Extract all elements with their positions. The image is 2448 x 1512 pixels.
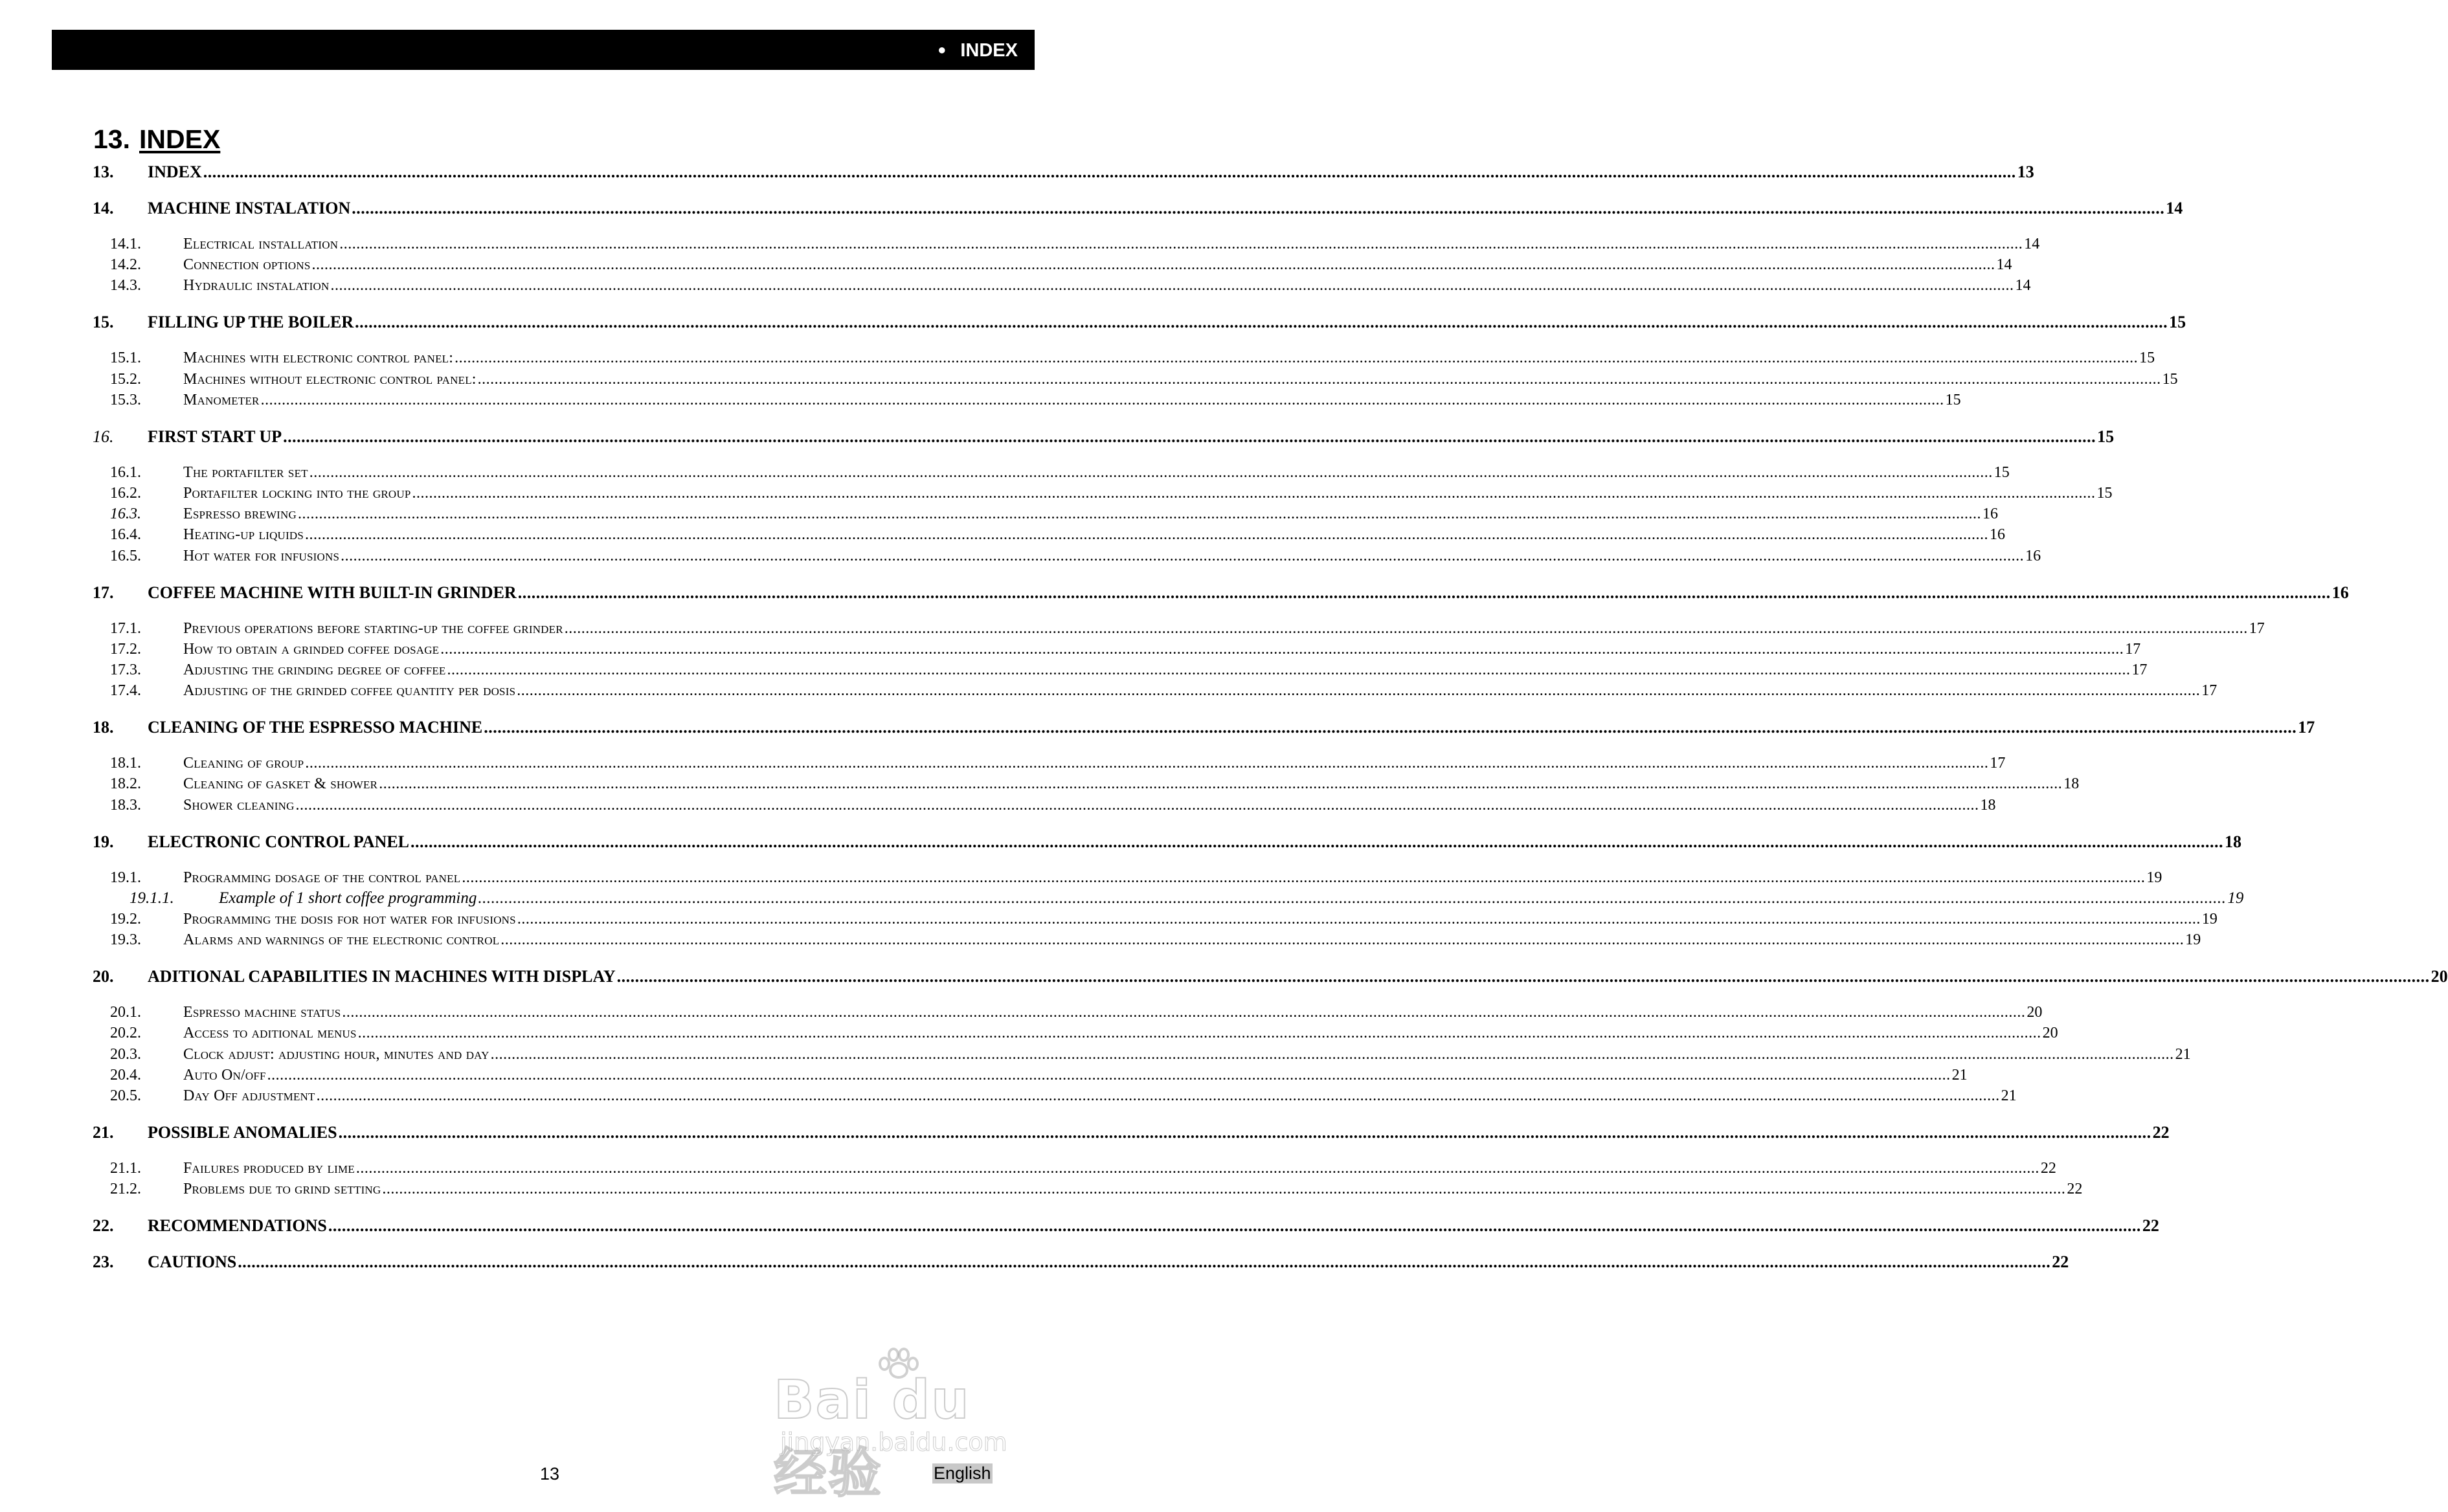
toc-entry-page: 21	[2175, 1046, 2191, 1063]
toc-leader-dots: ................................................................................................................................................................................................................................................................................................................................................................................................................	[352, 199, 2165, 217]
toc-entry-title: Portafilter locking into the group	[183, 485, 411, 502]
toc-entry-page: 15	[2162, 371, 2178, 388]
toc-entry-number: 19.1.1.	[129, 889, 174, 907]
toc-leader-dots: ................................................................................................................................................................................................................................................................................................................................................................................................................	[412, 485, 2096, 502]
toc-leader-dots: ................................................................................................................................................................................................................................................................................................................................................................................................................	[283, 427, 2096, 446]
toc-leader-dots: ................................................................................................................................................................................................................................................................................................................................................................................................................	[309, 464, 1993, 481]
toc-entry-title: Machines with electronic control panel:	[183, 350, 454, 366]
toc-entry-title: Example of 1 short coffee programming	[219, 889, 477, 907]
toc-entry-page: 14	[1996, 256, 2012, 273]
toc-leader-dots: ................................................................................................................................................................................................................................................................................................................................................................................................................	[564, 620, 2248, 637]
toc-entry-page: 17	[2298, 718, 2315, 737]
toc-entry-number: 14.	[93, 199, 114, 217]
toc-entry-title: The portafilter set	[183, 464, 308, 481]
toc-entry[interactable]	[0, 346, 2155, 370]
toc-entry-title: Cleaning of group	[183, 755, 304, 772]
toc-entry[interactable]	[0, 311, 2186, 334]
toc-leader-dots: ................................................................................................................................................................................................................................................................................................................................................................................................................	[355, 1160, 2039, 1177]
toc-entry-number: 18.	[93, 718, 114, 737]
toc-entry-title: Adjusting of the grinded coffee quantity per dosis	[183, 682, 516, 699]
toc-entry[interactable]	[0, 1063, 1968, 1087]
toc-entry-page: 16	[1982, 506, 1999, 522]
toc-leader-dots: ................................................................................................................................................................................................................................................................................................................................................................................................................	[447, 662, 2131, 678]
toc-entry-page: 17	[2125, 641, 2141, 658]
heading-number: 13.	[93, 124, 130, 154]
toc-entry-title: Programming the dosis for hot water for infusions	[183, 911, 516, 928]
toc-leader-dots: ................................................................................................................................................................................................................................................................................................................................................................................................................	[295, 797, 1979, 814]
toc-entry-number: 20.5.	[110, 1087, 141, 1104]
toc-entry-title: Heating-up liquids	[183, 526, 304, 543]
toc-entry-page: 15	[2097, 427, 2115, 446]
toc-entry-number: 16.3.	[110, 506, 141, 522]
toc-leader-dots: ................................................................................................................................................................................................................................................................................................................................................................................................................	[410, 832, 2224, 851]
toc-entry-number: 16.1.	[110, 464, 141, 481]
toc-entry-number: 14.1.	[110, 236, 141, 252]
toc-entry-number: 15.	[93, 313, 114, 331]
toc-entry-title: ADITIONAL CAPABILITIES IN MACHINES WITH DISPLAY	[148, 967, 616, 986]
toc-entry[interactable]	[0, 232, 2040, 256]
toc-leader-dots: ................................................................................................................................................................................................................................................................................................................................................................................................................	[316, 1087, 2000, 1104]
toc-entry-page: 15	[2169, 313, 2186, 331]
toc-entry-number: 20.4.	[110, 1067, 141, 1084]
toc-entry-number: 14.2.	[110, 256, 141, 273]
toc-entry-page: 20	[2431, 967, 2448, 986]
toc-entry-page: 17	[2201, 682, 2218, 699]
toc-entry-number: 17.2.	[110, 641, 141, 658]
toc-entry-title: Failures produced by lime	[183, 1160, 355, 1177]
toc-entry-page: 20	[2042, 1025, 2058, 1041]
toc-leader-dots: ................................................................................................................................................................................................................................................................................................................................................................................................................	[339, 236, 2023, 252]
toc-leader-dots: ................................................................................................................................................................................................................................................................................................................................................................................................................	[382, 1181, 2066, 1197]
toc-entry[interactable]	[0, 197, 2183, 220]
toc-entry-page: 22	[2052, 1252, 2069, 1271]
toc-entry-page: 19	[2185, 931, 2201, 948]
toc-entry-page: 16	[2025, 548, 2041, 564]
toc-entry-number: 14.3.	[110, 277, 141, 294]
toc-entry[interactable]	[0, 1001, 2043, 1024]
toc-entry-title: POSSIBLE ANOMALIES	[148, 1123, 337, 1142]
toc-entry[interactable]	[0, 523, 2006, 546]
toc-entry-title: CAUTIONS	[148, 1252, 237, 1271]
page-number: 13	[540, 1464, 560, 1484]
toc-entry-title: COFFEE MACHINE WITH BUILT-IN GRINDER	[148, 583, 517, 602]
toc-entry[interactable]	[0, 751, 2006, 775]
toc-entry-page: 16	[2331, 583, 2349, 602]
toc-entry-title: Espresso machine status	[183, 1004, 341, 1021]
toc-entry-number: 18.3.	[110, 797, 141, 814]
toc-entry-page: 16	[1990, 526, 2006, 543]
toc-entry-page: 22	[2152, 1123, 2170, 1142]
toc-entry[interactable]	[0, 482, 2113, 505]
toc-entry-page: 15	[2096, 485, 2113, 502]
toc-entry-title: Hydraulic instalation	[183, 277, 330, 294]
toc-entry-title: Connection options	[183, 256, 311, 273]
toc-leader-dots: ................................................................................................................................................................................................................................................................................................................................................................................................................	[357, 1025, 2041, 1041]
toc-entry[interactable]	[0, 1251, 2069, 1274]
toc-entry-title: Espresso brewing	[183, 506, 297, 522]
toc-entry-page: 22	[2067, 1181, 2083, 1197]
toc-entry-number: 19.	[93, 832, 114, 851]
toc-entry-title: CLEANING OF THE ESPRESSO MACHINE	[148, 718, 483, 737]
toc-entry-number: 21.	[93, 1123, 114, 1142]
toc-entry[interactable]	[0, 830, 2242, 854]
toc-entry[interactable]	[0, 253, 2012, 276]
toc-entry[interactable]	[0, 928, 2201, 951]
toc-leader-dots: ................................................................................................................................................................................................................................................................................................................................................................................................................	[328, 1216, 2141, 1235]
toc-entry-title: MACHINE INSTALATION	[148, 199, 351, 217]
toc-entry-number: 21.2.	[110, 1181, 141, 1197]
toc-entry[interactable]	[0, 907, 2218, 931]
toc-entry-page: 14	[2166, 199, 2183, 217]
heading-title: INDEX	[139, 124, 221, 154]
toc-leader-dots: ................................................................................................................................................................................................................................................................................................................................................................................................................	[355, 313, 2168, 331]
toc-entry-number: 19.3.	[110, 931, 141, 948]
toc-entry-page: 19	[2227, 889, 2244, 907]
toc-entry[interactable]	[0, 658, 2148, 682]
toc-entry-number: 18.2.	[110, 775, 141, 792]
toc-entry-title: Cleaning of gasket & shower	[183, 775, 378, 792]
toc-entry-title: Programming dosage of the control panel	[183, 869, 461, 886]
toc-leader-dots: ................................................................................................................................................................................................................................................................................................................................................................................................................	[379, 775, 2063, 792]
toc-entry-page: 14	[2024, 236, 2040, 252]
toc-entry[interactable]	[0, 161, 2034, 184]
toc-entry-page: 18	[2063, 775, 2080, 792]
toc-entry-number: 17.	[93, 583, 114, 602]
toc-entry-page: 19	[2201, 911, 2218, 928]
toc-leader-dots: ................................................................................................................................................................................................................................................................................................................................................................................................................	[338, 1123, 2151, 1142]
toc-entry-page: 14	[2015, 277, 2031, 294]
toc-entry-page: 21	[2001, 1087, 2017, 1104]
toc-leader-dots: ................................................................................................................................................................................................................................................................................................................................................................................................................	[517, 911, 2201, 928]
header-bar-text: INDEX	[960, 40, 1018, 61]
toc-entry-title: Hot water for infusions	[183, 548, 340, 564]
toc-leader-dots: ................................................................................................................................................................................................................................................................................................................................................................................................................	[490, 1046, 2174, 1063]
toc-leader-dots: ................................................................................................................................................................................................................................................................................................................................................................................................................	[311, 256, 1995, 273]
toc-entry-number: 23.	[93, 1252, 114, 1271]
toc-entry[interactable]	[0, 772, 2080, 795]
toc-entry-page: 13	[2017, 162, 2034, 181]
toc-entry-title: Access to aditional menus	[183, 1025, 357, 1041]
toc-entry-number: 15.2.	[110, 371, 141, 388]
toc-leader-dots: ................................................................................................................................................................................................................................................................................................................................................................................................................	[517, 682, 2201, 699]
toc-leader-dots: ................................................................................................................................................................................................................................................................................................................................................................................................................	[517, 583, 2331, 602]
toc-entry-page: 15	[1993, 464, 2010, 481]
toc-leader-dots: ................................................................................................................................................................................................................................................................................................................................................................................................................	[500, 931, 2184, 948]
toc-entry-number: 22.	[93, 1216, 114, 1235]
toc-leader-dots: ................................................................................................................................................................................................................................................................................................................................................................................................................	[462, 869, 2146, 886]
toc-entry-title: Problems due to grind setting	[183, 1181, 381, 1197]
toc-entry-number: 19.2.	[110, 911, 141, 928]
toc-entry-page: 19	[2146, 869, 2162, 886]
toc-leader-dots: ................................................................................................................................................................................................................................................................................................................................................................................................................	[477, 371, 2161, 388]
toc-entry-title: How to obtain a grinded coffee dosage	[183, 641, 440, 658]
toc-entry[interactable]	[0, 1214, 2159, 1238]
toc-entry-page: 21	[1951, 1067, 1968, 1084]
toc-entry-number: 16.2.	[110, 485, 141, 502]
toc-leader-dots: ................................................................................................................................................................................................................................................................................................................................................................................................................	[616, 967, 2430, 986]
toc-entry-page: 17	[1990, 755, 2006, 772]
toc-entry[interactable]	[0, 794, 1996, 817]
toc-leader-dots: ................................................................................................................................................................................................................................................................................................................................................................................................................	[298, 506, 1982, 522]
bullet-icon: ●	[938, 41, 947, 58]
toc-entry-title: FILLING UP THE BOILER	[148, 313, 354, 331]
toc-entry-number: 17.3.	[110, 662, 141, 678]
toc-entry-title: FIRST START UP	[148, 427, 282, 446]
toc-entry-number: 19.1.	[110, 869, 141, 886]
toc-entry-title: Auto On/off	[183, 1067, 266, 1084]
toc-entry[interactable]	[0, 388, 1961, 412]
toc-entry-title: Machines without electronic control panel:	[183, 371, 477, 388]
toc-entry-title: Manometer	[183, 392, 260, 408]
toc-entry[interactable]	[0, 965, 2448, 988]
toc-entry[interactable]	[0, 1177, 2083, 1201]
toc-entry-number: 18.1.	[110, 755, 141, 772]
toc-entry-number: 15.1.	[110, 350, 141, 366]
toc-entry-number: 16.5.	[110, 548, 141, 564]
toc-entry[interactable]	[0, 544, 2041, 568]
toc-leader-dots: ................................................................................................................................................................................................................................................................................................................................................................................................................	[478, 889, 2227, 907]
toc-entry-title: RECOMMENDATIONS	[148, 1216, 327, 1235]
toc-entry-page: 22	[2142, 1216, 2159, 1235]
toc-entry-title: ELECTRONIC CONTROL PANEL	[148, 832, 410, 851]
toc-entry-page: 17	[2249, 620, 2265, 637]
toc-entry[interactable]	[0, 887, 2244, 910]
toc-entry-title: Day Off adjustment	[183, 1087, 315, 1104]
toc-entry-number: 20.1.	[110, 1004, 141, 1021]
toc-entry[interactable]	[0, 866, 2162, 889]
toc-leader-dots: ................................................................................................................................................................................................................................................................................................................................................................................................................	[203, 162, 2016, 181]
toc-entry-title: Electrical installation	[183, 236, 339, 252]
toc-entry-page: 18	[1980, 797, 1996, 814]
toc-leader-dots: ................................................................................................................................................................................................................................................................................................................................................................................................................	[267, 1067, 1951, 1084]
toc-leader-dots: ................................................................................................................................................................................................................................................................................................................................................................................................................	[238, 1252, 2051, 1271]
toc-entry-number: 20.3.	[110, 1046, 141, 1063]
toc-leader-dots: ................................................................................................................................................................................................................................................................................................................................................................................................................	[484, 718, 2297, 737]
toc-entry-number: 16.4.	[110, 526, 141, 543]
toc-entry[interactable]	[0, 1021, 2058, 1045]
toc-entry-number: 13.	[93, 162, 114, 181]
toc-entry-number: 16.	[93, 427, 114, 446]
watermark-url: jingyan.baidu.com	[780, 1428, 1007, 1456]
toc-entry[interactable]	[0, 617, 2265, 640]
toc-entry[interactable]	[0, 679, 2218, 702]
toc-entry-title: Alarms and warnings of the electronic control	[183, 931, 500, 948]
toc-entry-title: Previous operations before starting-up the coffee grinder	[183, 620, 563, 637]
toc-entry[interactable]	[0, 1084, 2017, 1107]
language-label: English	[934, 1463, 991, 1483]
toc-entry-title: Shower cleaning	[183, 797, 295, 814]
toc-entry-page: 15	[1945, 392, 1961, 408]
toc-entry-page: 17	[2131, 662, 2148, 678]
toc-leader-dots: ................................................................................................................................................................................................................................................................................................................................................................................................................	[305, 755, 1989, 772]
toc-entry[interactable]	[0, 638, 2141, 661]
toc-leader-dots: ................................................................................................................................................................................................................................................................................................................................................................................................................	[330, 277, 2014, 294]
toc-entry-page: 20	[2027, 1004, 2043, 1021]
toc-leader-dots: ................................................................................................................................................................................................................................................................................................................................................................................................................	[260, 392, 1944, 408]
toc-entry[interactable]	[0, 581, 2349, 605]
toc-entry-number: 15.3.	[110, 392, 141, 408]
toc-entry-number: 20.	[93, 967, 114, 986]
toc-leader-dots: ................................................................................................................................................................................................................................................................................................................................................................................................................	[341, 548, 2025, 564]
toc-leader-dots: ................................................................................................................................................................................................................................................................................................................................................................................................................	[455, 350, 2139, 366]
toc-entry[interactable]	[0, 716, 2315, 739]
toc-entry[interactable]	[0, 461, 2010, 484]
toc-entry[interactable]	[0, 425, 2115, 449]
toc-entry[interactable]	[0, 274, 2031, 297]
watermark-brand: Bai du 经验	[774, 1370, 971, 1504]
toc-entry-page: 22	[2040, 1160, 2056, 1177]
toc-entry-title: Adjusting the grinding degree of coffee	[183, 662, 446, 678]
toc-entry-title: INDEX	[148, 162, 202, 181]
toc-entry-number: 17.4.	[110, 682, 141, 699]
toc-leader-dots: ................................................................................................................................................................................................................................................................................................................................................................................................................	[440, 641, 2124, 658]
toc-entry-number: 17.1.	[110, 620, 141, 637]
toc-entry[interactable]	[0, 1043, 2191, 1066]
toc-entry-number: 21.1.	[110, 1160, 141, 1177]
toc-leader-dots: ................................................................................................................................................................................................................................................................................................................................................................................................................	[342, 1004, 2026, 1021]
toc-entry[interactable]	[0, 502, 1999, 526]
toc-entry-title: Clock adjust: adjusting hour, minutes and day	[183, 1046, 489, 1063]
toc-leader-dots: ................................................................................................................................................................................................................................................................................................................................................................................................................	[305, 526, 1989, 543]
toc-entry-page: 15	[2139, 350, 2155, 366]
toc-entry[interactable]	[0, 1157, 2056, 1180]
toc-entry-page: 18	[2225, 832, 2242, 851]
toc-entry-number: 20.2.	[110, 1025, 141, 1041]
toc-entry[interactable]	[0, 368, 2178, 391]
toc-entry[interactable]	[0, 1121, 2170, 1144]
